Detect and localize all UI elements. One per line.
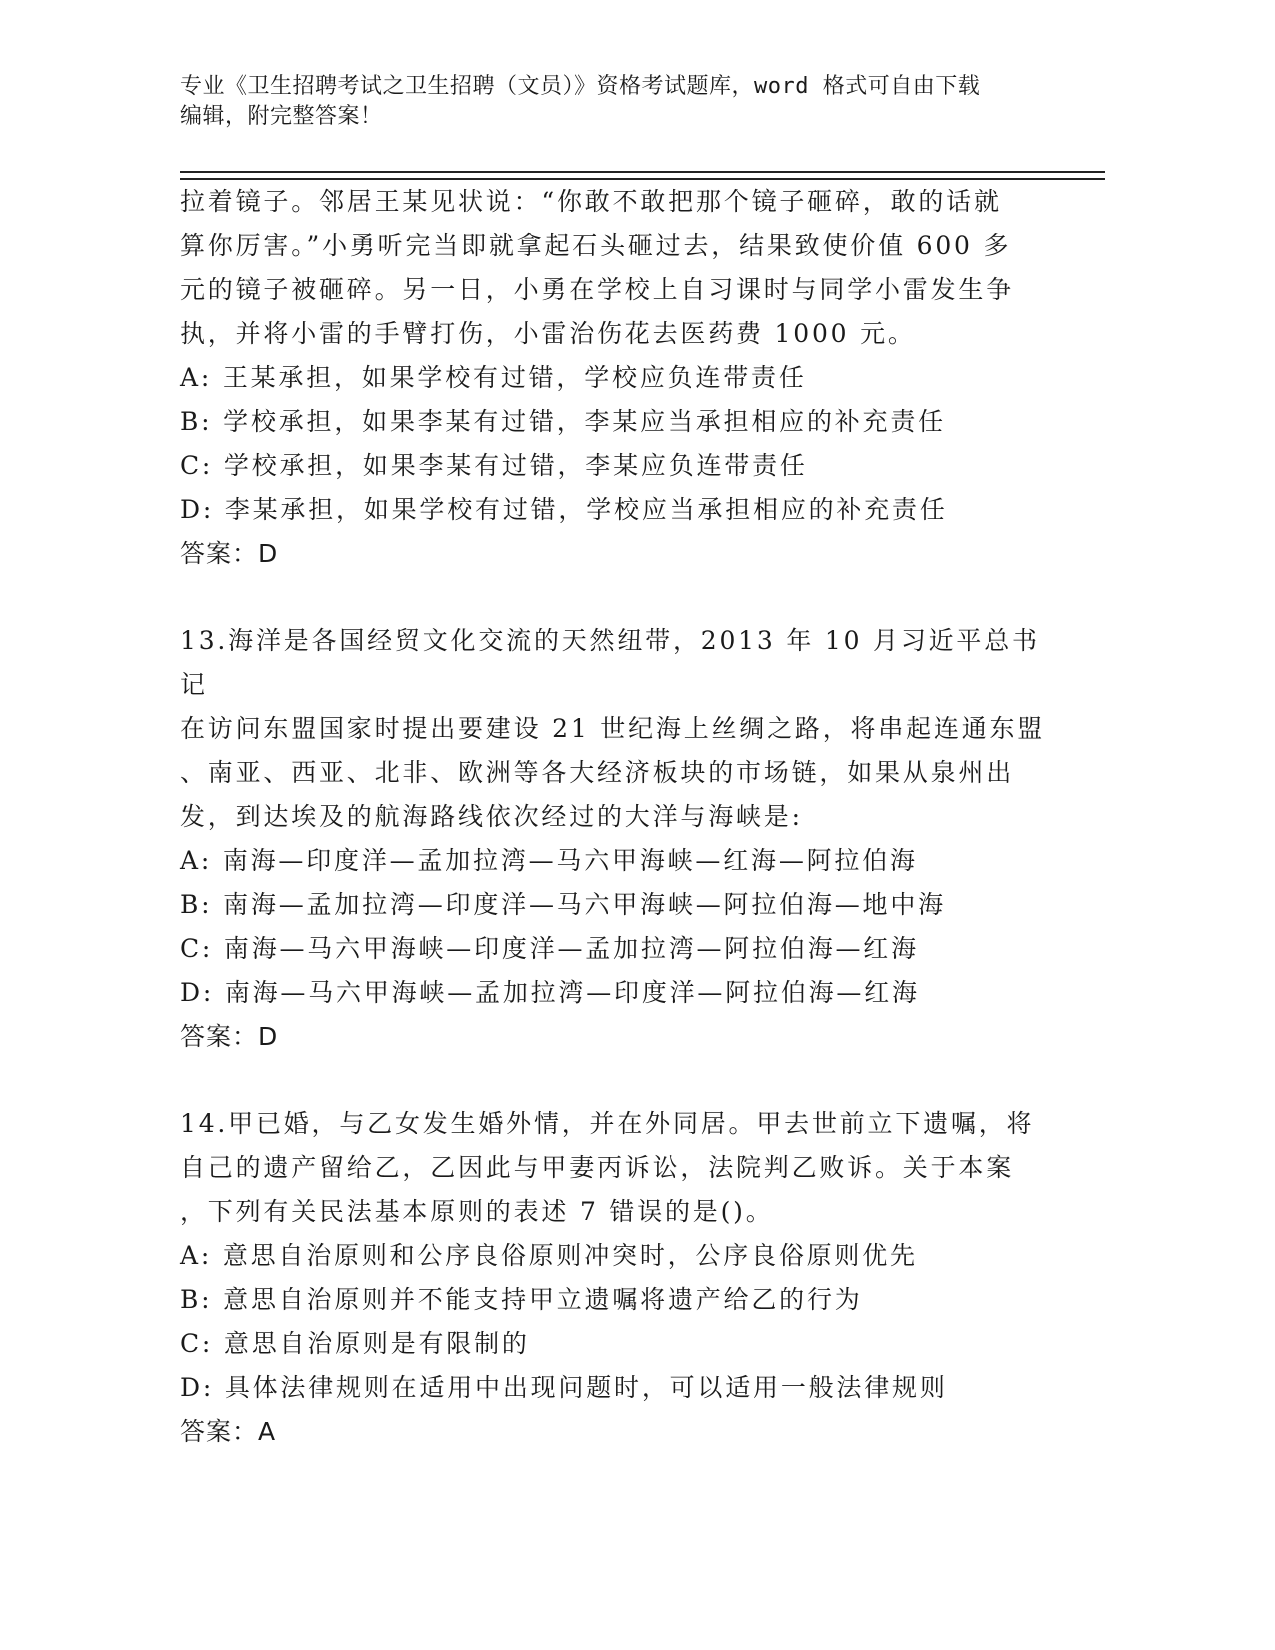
- option-c: C: 学校承担，如果李某有过错，李某应负连带责任: [180, 451, 808, 480]
- option-d: D: 具体法律规则在适用中出现问题时，可以适用一般法律规则: [180, 1373, 948, 1402]
- question-text-line: 14.甲已婚，与乙女发生婚外情，并在外同居。甲去世前立下遗嘱，将: [180, 1109, 1035, 1138]
- section-gap: [180, 1059, 1050, 1102]
- answer-line: 答案：D: [180, 539, 279, 568]
- option-a: A: 南海—印度洋—孟加拉湾—马六甲海峡—红海—阿拉伯海: [180, 846, 918, 875]
- question-text-line: 元的镜子被砸碎。另一日，小勇在学校上自习课时与同学小雷发生争: [180, 275, 1015, 304]
- question-continued: [180, 180, 1050, 576]
- option-b: B: 南海—孟加拉湾—印度洋—马六甲海峡—阿拉伯海—地中海: [180, 890, 946, 919]
- question-text-line: 发，到达埃及的航海路线依次经过的大洋与海峡是:: [180, 802, 803, 831]
- question-text-line: 13.海洋是各国经贸文化交流的天然纽带，2013 年 10 月习近平总书记: [180, 626, 1040, 699]
- option-d: D: 南海—马六甲海峡—孟加拉湾—印度洋—阿拉伯海—红海: [180, 978, 920, 1007]
- option-a: A: 意思自治原则和公序良俗原则冲突时，公序良俗原则优先: [180, 1241, 918, 1270]
- section-gap: [180, 576, 1050, 619]
- answer-line: 答案：D: [180, 1022, 279, 1051]
- question-text-line: 拉着镜子。邻居王某见状说：“你敢不敢把那个镜子砸碎，敢的话就: [180, 187, 1002, 216]
- option-b: B: 学校承担，如果李某有过错，李某应当承担相应的补充责任: [180, 407, 946, 436]
- document-header: [180, 72, 1060, 132]
- document-body: [180, 180, 1050, 1454]
- option-b: B: 意思自治原则并不能支持甲立遗嘱将遗产给乙的行为: [180, 1285, 863, 1314]
- question-text-line: 执，并将小雷的手臂打伤，小雷治伤花去医药费 1000 元。: [180, 319, 916, 348]
- question-text-line: 、南亚、西亚、北非、欧洲等各大经济板块的市场链，如果从泉州出: [180, 758, 1015, 787]
- answer-line: 答案：A: [180, 1417, 277, 1446]
- option-c: C: 意思自治原则是有限制的: [180, 1329, 530, 1358]
- option-a: A: 王某承担，如果学校有过错，学校应负连带责任: [180, 363, 807, 392]
- header-line-1: 专业《卫生招聘考试之卫生招聘（文员）》资格考试题库，word 格式可自由下载: [180, 74, 981, 99]
- header-line-2: 编辑，附完整答案！: [180, 104, 383, 129]
- question-text-line: ，下列有关民法基本原则的表述 7 错误的是()。: [180, 1197, 774, 1226]
- option-c: C: 南海—马六甲海峡—印度洋—孟加拉湾—阿拉伯海—红海: [180, 934, 919, 963]
- question-text-line: 算你厉害。”小勇听完当即就拿起石头砸过去，结果致使价值 600 多: [180, 231, 1012, 260]
- option-d: D: 李某承担，如果学校有过错，学校应当承担相应的补充责任: [180, 495, 948, 524]
- question-text-line: 在访问东盟国家时提出要建设 21 世纪海上丝绸之路，将串起连通东盟: [180, 714, 1046, 743]
- question-14: [180, 1102, 1050, 1454]
- question-13: [180, 619, 1050, 1059]
- question-text-line: 自己的遗产留给乙，乙因此与甲妻丙诉讼，法院判乙败诉。关于本案: [180, 1153, 1015, 1182]
- header-rule-top: [180, 171, 1105, 173]
